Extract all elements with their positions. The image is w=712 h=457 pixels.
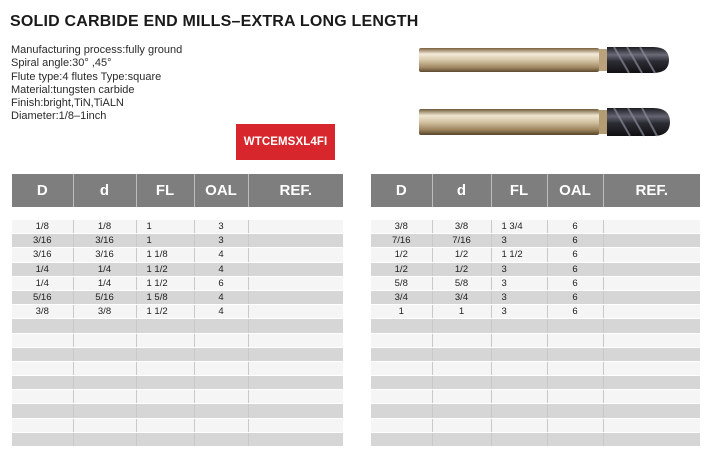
- cell-ref: [603, 361, 700, 375]
- cell-d: 1: [371, 305, 432, 319]
- cell-fl: [491, 404, 547, 418]
- cell-fl: [491, 319, 547, 333]
- cell-ref: [603, 290, 700, 304]
- table-row: [12, 276, 343, 290]
- cell-d: 1/4: [12, 262, 73, 276]
- spec-manufacturing: Manufacturing process:fully ground: [11, 44, 183, 56]
- cell-d: 1/8: [12, 220, 73, 234]
- cell-shank-d: 1/2: [432, 248, 491, 262]
- header-spacer: [371, 207, 700, 220]
- cell-ref: [248, 319, 343, 333]
- cell-ref: [248, 234, 343, 248]
- cell-oal: [547, 361, 603, 375]
- table-row: [12, 361, 343, 375]
- cell-shank-d: [73, 404, 136, 418]
- header-d-diameter: D: [371, 174, 432, 207]
- cell-ref: [248, 290, 343, 304]
- cell-d: 1/2: [371, 248, 432, 262]
- cell-fl: 1 1/2: [491, 248, 547, 262]
- cell-shank-d: 3/8: [432, 220, 491, 234]
- cell-shank-d: [73, 418, 136, 432]
- cell-oal: 6: [194, 276, 248, 290]
- cell-fl: 1: [136, 234, 194, 248]
- cell-d: [12, 319, 73, 333]
- cell-shank-d: [73, 376, 136, 390]
- cell-oal: 3: [194, 220, 248, 234]
- cell-shank-d: 3/16: [73, 234, 136, 248]
- table-row: [12, 333, 343, 347]
- cell-oal: 6: [547, 220, 603, 234]
- cell-oal: [547, 404, 603, 418]
- cell-d: [12, 333, 73, 347]
- cell-d: [12, 390, 73, 404]
- spec-flute-type: Flute type:4 flutes Type:square: [11, 70, 162, 83]
- table-row: [12, 290, 343, 304]
- table-row: [371, 418, 700, 432]
- cell-fl: 1 1/8: [136, 248, 194, 262]
- header-flute-length: FL: [491, 174, 547, 207]
- spec-table-right: [371, 174, 700, 447]
- cell-fl: 1 1/2: [136, 276, 194, 290]
- table-header-row: [12, 174, 343, 207]
- table-row: [371, 432, 700, 446]
- cell-d: 1/2: [371, 262, 432, 276]
- spec-list: [11, 44, 182, 124]
- cell-shank-d: [73, 347, 136, 361]
- cell-ref: [603, 376, 700, 390]
- cell-d: [12, 404, 73, 418]
- cell-shank-d: 3/8: [73, 305, 136, 319]
- table-row: [12, 220, 343, 234]
- table-row: [371, 347, 700, 361]
- cell-shank-d: [73, 333, 136, 347]
- product-code-badge: WTCEMSXL4FI: [236, 124, 335, 160]
- cell-d: 5/8: [371, 276, 432, 290]
- cell-d: [371, 376, 432, 390]
- header-d-shank: d: [432, 174, 491, 207]
- cell-fl: 3: [491, 276, 547, 290]
- cell-oal: [547, 347, 603, 361]
- cell-ref: [248, 418, 343, 432]
- cell-fl: [491, 390, 547, 404]
- spec-diameter: Diameter:1/8–1inch: [11, 110, 107, 123]
- cell-d: [371, 361, 432, 375]
- cell-d: 3/16: [12, 248, 73, 262]
- cell-fl: 3: [491, 290, 547, 304]
- table-row: [371, 220, 700, 234]
- table-row: [12, 234, 343, 248]
- cell-shank-d: [432, 361, 491, 375]
- cell-ref: [603, 262, 700, 276]
- spec-finish: Finish:bright,TiN,TiALN: [11, 97, 124, 110]
- cell-d: 3/4: [371, 290, 432, 304]
- cell-oal: [547, 376, 603, 390]
- cell-ref: [248, 404, 343, 418]
- cell-oal: 4: [194, 305, 248, 319]
- cell-ref: [248, 390, 343, 404]
- spec-table-left: [12, 174, 343, 447]
- cell-fl: 1 1/2: [136, 305, 194, 319]
- cell-shank-d: 1/2: [432, 262, 491, 276]
- header-overall-length: OAL: [547, 174, 603, 207]
- cell-d: [371, 404, 432, 418]
- cell-d: 5/16: [12, 290, 73, 304]
- cell-ref: [248, 305, 343, 319]
- cell-ref: [248, 220, 343, 234]
- cell-ref: [603, 220, 700, 234]
- table-row: [371, 319, 700, 333]
- cell-ref: [248, 432, 343, 446]
- cell-fl: 1 1/2: [136, 262, 194, 276]
- header-ref: REF.: [248, 174, 343, 207]
- page-title: SOLID CARBIDE END MILLS–EXTRA LONG LENGTH: [10, 13, 419, 30]
- table-row: [12, 418, 343, 432]
- cell-shank-d: 1: [432, 305, 491, 319]
- cell-ref: [603, 404, 700, 418]
- cell-d: [371, 390, 432, 404]
- table-row: [12, 347, 343, 361]
- cell-oal: 6: [547, 305, 603, 319]
- cell-oal: [194, 432, 248, 446]
- table-row: [371, 305, 700, 319]
- cell-oal: 4: [194, 262, 248, 276]
- cell-fl: [491, 333, 547, 347]
- cell-oal: 6: [547, 248, 603, 262]
- cell-fl: [136, 432, 194, 446]
- cell-d: [12, 432, 73, 446]
- header-d-shank: d: [73, 174, 136, 207]
- cell-fl: [491, 432, 547, 446]
- cell-ref: [603, 347, 700, 361]
- cell-ref: [603, 248, 700, 262]
- cell-shank-d: [432, 333, 491, 347]
- table-row: [371, 290, 700, 304]
- header-overall-length: OAL: [194, 174, 248, 207]
- cell-shank-d: 5/8: [432, 276, 491, 290]
- cell-fl: [491, 361, 547, 375]
- cell-oal: [194, 319, 248, 333]
- cell-shank-d: 7/16: [432, 234, 491, 248]
- cell-oal: [194, 404, 248, 418]
- cell-shank-d: [432, 432, 491, 446]
- cell-ref: [248, 347, 343, 361]
- table-row: [371, 262, 700, 276]
- cell-ref: [603, 234, 700, 248]
- cell-fl: [136, 319, 194, 333]
- table-body-left: [12, 207, 343, 447]
- cell-ref: [248, 248, 343, 262]
- cell-fl: [136, 361, 194, 375]
- cell-ref: [248, 376, 343, 390]
- cell-oal: 6: [547, 290, 603, 304]
- table-row: [371, 376, 700, 390]
- cell-fl: [136, 376, 194, 390]
- cell-ref: [603, 390, 700, 404]
- cell-fl: [491, 376, 547, 390]
- cell-d: [371, 347, 432, 361]
- cell-oal: [547, 319, 603, 333]
- cell-shank-d: 1/4: [73, 262, 136, 276]
- cell-ref: [603, 319, 700, 333]
- table-row: [371, 248, 700, 262]
- cell-oal: [547, 432, 603, 446]
- table-row: [12, 432, 343, 446]
- cell-fl: [136, 418, 194, 432]
- cell-oal: [194, 333, 248, 347]
- cell-d: [371, 319, 432, 333]
- cell-oal: [194, 390, 248, 404]
- cell-shank-d: [73, 319, 136, 333]
- cell-fl: 1 5/8: [136, 290, 194, 304]
- cell-ref: [603, 305, 700, 319]
- table-body-right: [371, 207, 700, 447]
- cell-shank-d: [432, 418, 491, 432]
- cell-shank-d: [432, 404, 491, 418]
- cell-ref: [603, 432, 700, 446]
- cell-d: [12, 376, 73, 390]
- table-row: [371, 404, 700, 418]
- cell-shank-d: [73, 361, 136, 375]
- cell-fl: [491, 347, 547, 361]
- cell-ref: [603, 276, 700, 290]
- cell-fl: [136, 404, 194, 418]
- cell-shank-d: 3/4: [432, 290, 491, 304]
- header-ref: REF.: [603, 174, 700, 207]
- cell-shank-d: [432, 319, 491, 333]
- table-row: [12, 319, 343, 333]
- header-spacer: [12, 207, 343, 220]
- cell-shank-d: 3/16: [73, 248, 136, 262]
- cell-fl: [491, 418, 547, 432]
- table-row: [371, 276, 700, 290]
- table-row: [12, 305, 343, 319]
- cell-oal: [194, 376, 248, 390]
- cell-shank-d: 1/8: [73, 220, 136, 234]
- cell-ref: [603, 418, 700, 432]
- cell-ref: [248, 276, 343, 290]
- cell-d: [12, 361, 73, 375]
- cell-fl: [136, 333, 194, 347]
- cell-d: [371, 333, 432, 347]
- header-flute-length: FL: [136, 174, 194, 207]
- cell-fl: 1: [136, 220, 194, 234]
- cell-oal: [194, 347, 248, 361]
- cell-shank-d: [73, 390, 136, 404]
- cell-oal: 6: [547, 234, 603, 248]
- cell-fl: 3: [491, 262, 547, 276]
- cell-shank-d: [432, 347, 491, 361]
- end-mill-image-top: [419, 42, 671, 78]
- table-row: [12, 376, 343, 390]
- cell-d: 7/16: [371, 234, 432, 248]
- cell-d: 3/8: [12, 305, 73, 319]
- cell-d: 3/16: [12, 234, 73, 248]
- cell-fl: 1 3/4: [491, 220, 547, 234]
- cell-ref: [248, 361, 343, 375]
- table-row: [12, 248, 343, 262]
- table-row: [12, 262, 343, 276]
- table-row: [371, 361, 700, 375]
- cell-d: 3/8: [371, 220, 432, 234]
- table-row: [12, 404, 343, 418]
- cell-oal: 6: [547, 262, 603, 276]
- cell-oal: 4: [194, 248, 248, 262]
- cell-oal: 4: [194, 290, 248, 304]
- cell-oal: [547, 390, 603, 404]
- cell-oal: 6: [547, 276, 603, 290]
- table-row: [12, 390, 343, 404]
- header-d-diameter: D: [12, 174, 73, 207]
- table-header-row: [371, 174, 700, 207]
- cell-ref: [248, 333, 343, 347]
- table-row: [371, 234, 700, 248]
- table-row: [371, 390, 700, 404]
- spec-material: Material:tungsten carbide: [11, 83, 135, 96]
- cell-shank-d: [432, 390, 491, 404]
- cell-d: [12, 347, 73, 361]
- cell-shank-d: 5/16: [73, 290, 136, 304]
- cell-d: 1/4: [12, 276, 73, 290]
- cell-oal: [547, 418, 603, 432]
- end-mill-image-bottom: [419, 104, 671, 140]
- cell-shank-d: [432, 376, 491, 390]
- table-row: [371, 333, 700, 347]
- spec-spiral-angle: Spiral angle:30° ,45°: [11, 57, 112, 70]
- cell-ref: [603, 333, 700, 347]
- cell-fl: [136, 390, 194, 404]
- cell-fl: 3: [491, 305, 547, 319]
- cell-oal: [547, 333, 603, 347]
- cell-fl: 3: [491, 234, 547, 248]
- cell-d: [12, 418, 73, 432]
- cell-d: [371, 418, 432, 432]
- cell-ref: [248, 262, 343, 276]
- cell-shank-d: [73, 432, 136, 446]
- cell-fl: [136, 347, 194, 361]
- cell-d: [371, 432, 432, 446]
- cell-oal: [194, 361, 248, 375]
- cell-oal: 3: [194, 234, 248, 248]
- cell-oal: [194, 418, 248, 432]
- cell-shank-d: 1/4: [73, 276, 136, 290]
